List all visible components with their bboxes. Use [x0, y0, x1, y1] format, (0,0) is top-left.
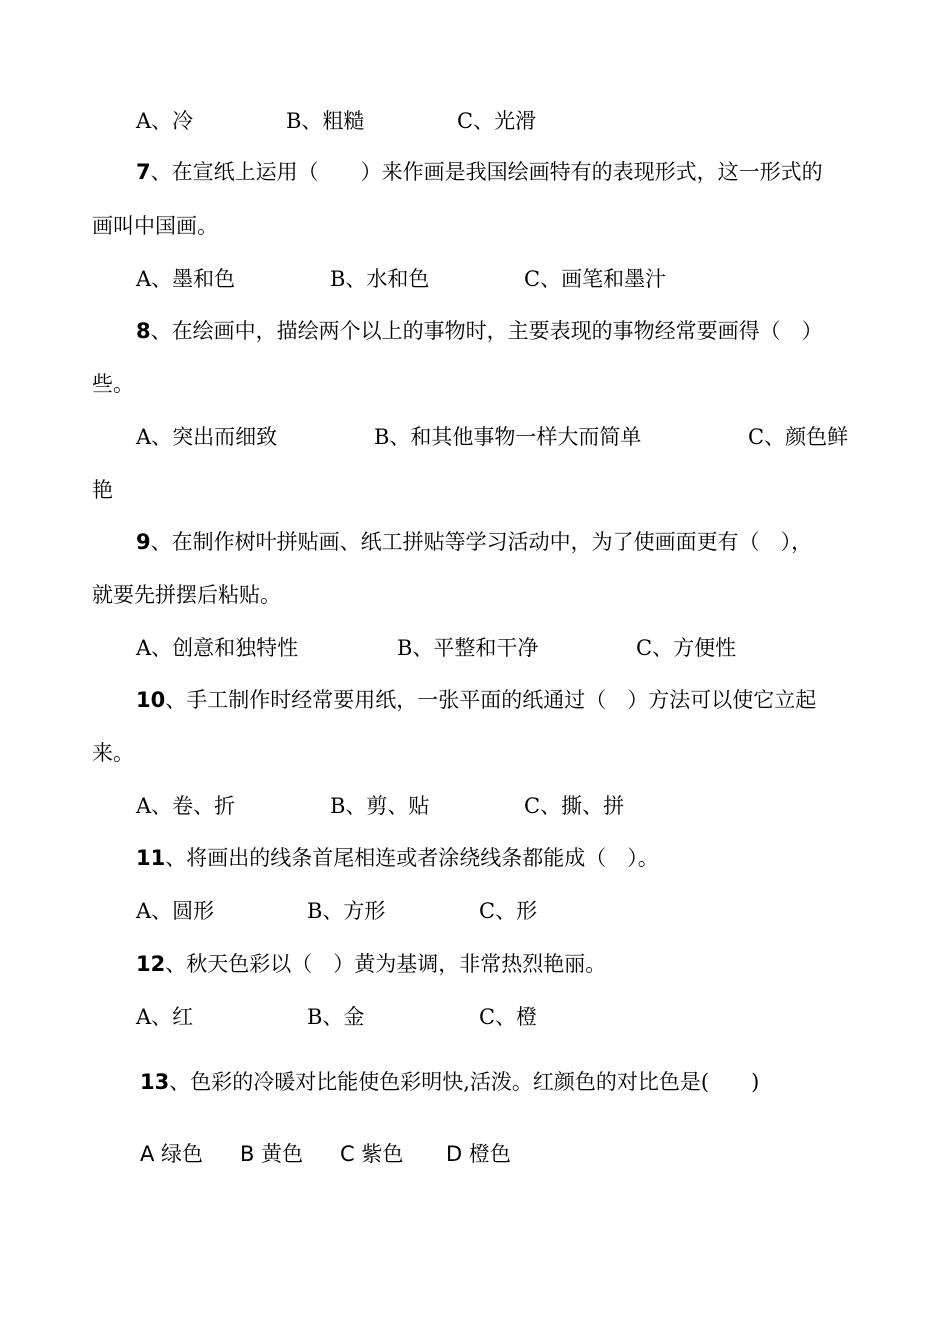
q12-option-b: B、金 — [307, 1005, 365, 1029]
question-12-text: 、秋天色彩以（ ）黄为基调，非常热烈艳丽。 — [165, 952, 607, 976]
q7-option-b: B、水和色 — [330, 267, 430, 291]
question-13-text: 、色彩的冷暖对比能使色彩明快,活泼。红颜色的对比色是( ) — [169, 1070, 760, 1094]
q8-option-c-cont: 艳 — [92, 478, 113, 502]
question-10-text-cont: 来。 — [92, 741, 134, 765]
question-10-text: 、手工制作时经常要用纸，一张平面的纸通过（ ）方法可以使它立起 — [165, 688, 817, 712]
question-7-text-cont: 画叫中国画。 — [92, 214, 218, 238]
q6-option-b: B、粗糙 — [286, 109, 365, 133]
question-9-text-cont: 就要先拼摆后粘贴。 — [92, 583, 281, 607]
question-7 — [136, 158, 823, 186]
q10-option-c: C、撕、拼 — [524, 794, 625, 818]
q8-option-b: B、和其他事物一样大而简单 — [374, 425, 642, 449]
q11-option-c: C、形 — [479, 899, 538, 923]
question-13-number: 13 — [140, 1070, 170, 1094]
q13-option-d: D 橙色 — [446, 1142, 511, 1166]
question-12-number: 12 — [136, 952, 166, 976]
question-8-text: 、在绘画中，描绘两个以上的事物时，主要表现的事物经常要画得（ ） — [150, 319, 823, 343]
q6-option-a: A、冷 — [136, 109, 194, 133]
question-9-number: 9 — [136, 530, 151, 554]
q12-option-a: A、红 — [136, 1005, 194, 1029]
question-10 — [136, 686, 816, 714]
question-9-text: 、在制作树叶拼贴画、纸工拼贴等学习活动中，为了使画面更有（ ）， — [150, 530, 813, 554]
question-11-number: 11 — [136, 846, 166, 870]
question-13 — [140, 1068, 759, 1096]
question-11 — [136, 844, 659, 872]
q8-option-c: C、颜色鲜 — [748, 425, 849, 449]
q11-option-b: B、方形 — [307, 899, 386, 923]
q9-option-a: A、创意和独特性 — [136, 636, 299, 660]
q12-option-c: C、橙 — [479, 1005, 538, 1029]
q10-option-b: B、剪、贴 — [330, 794, 430, 818]
question-12 — [136, 950, 606, 978]
question-7-number: 7 — [136, 160, 151, 184]
q8-option-a: A、突出而细致 — [136, 425, 278, 449]
question-7-text: 、在宣纸上运用（ ）来作画是我国绘画特有的表现形式，这一形式的 — [150, 160, 823, 184]
q7-option-a: A、墨和色 — [136, 267, 236, 291]
q9-option-c: C、方便性 — [636, 636, 737, 660]
q10-option-a: A、卷、折 — [136, 794, 236, 818]
q13-option-a: A 绿色 — [140, 1142, 204, 1166]
q9-option-b: B、平整和干净 — [397, 636, 539, 660]
q13-option-b: B 黄色 — [240, 1142, 304, 1166]
question-8-number: 8 — [136, 319, 151, 343]
q13-option-c: C 紫色 — [340, 1142, 404, 1166]
question-8-text-cont: 些。 — [92, 372, 134, 396]
question-8 — [136, 317, 823, 345]
q11-option-a: A、圆形 — [136, 899, 215, 923]
question-10-number: 10 — [136, 688, 166, 712]
q7-option-c: C、画笔和墨汁 — [524, 267, 667, 291]
q6-option-c: C、光滑 — [457, 109, 537, 133]
question-11-text: 、将画出的线条首尾相连或者涂绕线条都能成（ ）。 — [165, 846, 659, 870]
question-9 — [136, 528, 812, 556]
